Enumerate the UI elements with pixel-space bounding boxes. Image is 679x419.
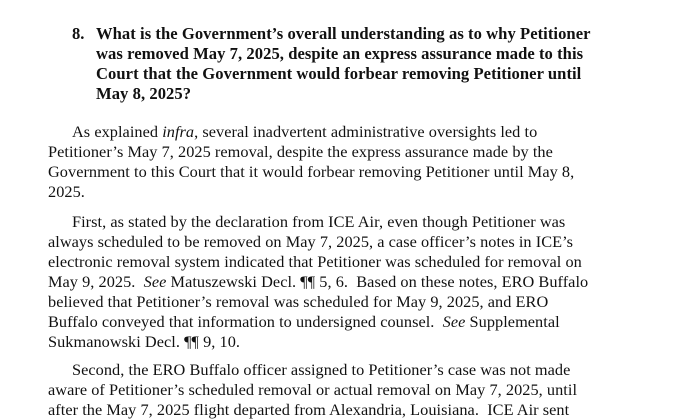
question-line: was removed May 7, 2025, despite an express assurance made to this — [96, 44, 584, 63]
italic-text: infra — [162, 122, 195, 141]
question-line: What is the Government’s overall understanding as to why Petitioner — [96, 24, 591, 43]
text-run: Sukmanowski Decl. ¶¶ 9, 10. — [48, 332, 241, 351]
paragraph-1-line — [48, 182, 85, 202]
paragraph-2-line — [48, 292, 548, 312]
paragraph-2-line — [72, 212, 565, 232]
italic-text: See — [442, 312, 466, 331]
question-line: Court that the Government would forbear removing Petitioner until — [96, 64, 582, 83]
text-run: , several inadvertent administrative oversights led to — [194, 122, 538, 141]
paragraph-2-line — [48, 272, 588, 292]
text-run: always scheduled to be removed on May 7, 2025, a case officer’s notes in ICE’s — [48, 232, 574, 251]
text-run: First, as stated by the declaration from ICE Air, even though Petitioner was — [72, 212, 566, 231]
text-run: 2025. — [48, 182, 85, 201]
text-run: Matuszewski Decl. ¶¶ 5, 6. Based on these notes, ERO Buffalo — [166, 272, 589, 291]
text-run: believed that Petitioner’s removal was scheduled for May 9, 2025, and ERO — [48, 292, 549, 311]
text-run: Petitioner’s May 7, 2025 removal, despite the express assurance made by the — [48, 142, 553, 161]
text-run: May 9, 2025. — [48, 272, 144, 291]
text-run: Government to this Court that it would forbear removing Petitioner until May 8, — [48, 162, 575, 181]
text-run: Supplemental — [465, 312, 560, 331]
question-number: 8. — [72, 24, 85, 43]
text-run: As explained — [72, 122, 163, 141]
paragraph-3-line — [72, 360, 570, 380]
paragraph-3-line — [48, 400, 569, 419]
text-run: Buffalo conveyed that information to undersigned counsel. — [48, 312, 443, 331]
paragraph-3-line — [48, 380, 577, 400]
text-run: aware of Petitioner’s scheduled removal or actual removal on May 7, 2025, until — [48, 380, 578, 399]
paragraph-2-line — [48, 232, 573, 252]
paragraph-1-line — [48, 162, 574, 182]
paragraph-1-line — [72, 122, 537, 142]
paragraph-2-line — [48, 332, 240, 352]
paragraph-2-line — [48, 252, 582, 272]
paragraph-1-line — [48, 142, 553, 162]
text-run: electronic removal system indicated that Petitioner was scheduled for removal on — [48, 252, 582, 271]
question-line: May 8, 2025? — [96, 84, 192, 103]
text-run: Second, the ERO Buffalo officer assigned to Petitioner’s case was not made — [72, 360, 571, 379]
paragraph-2-line — [48, 312, 560, 332]
text-run: after the May 7, 2025 flight departed from Alexandria, Louisiana. ICE Air sent — [48, 400, 570, 419]
italic-text: See — [143, 272, 167, 291]
